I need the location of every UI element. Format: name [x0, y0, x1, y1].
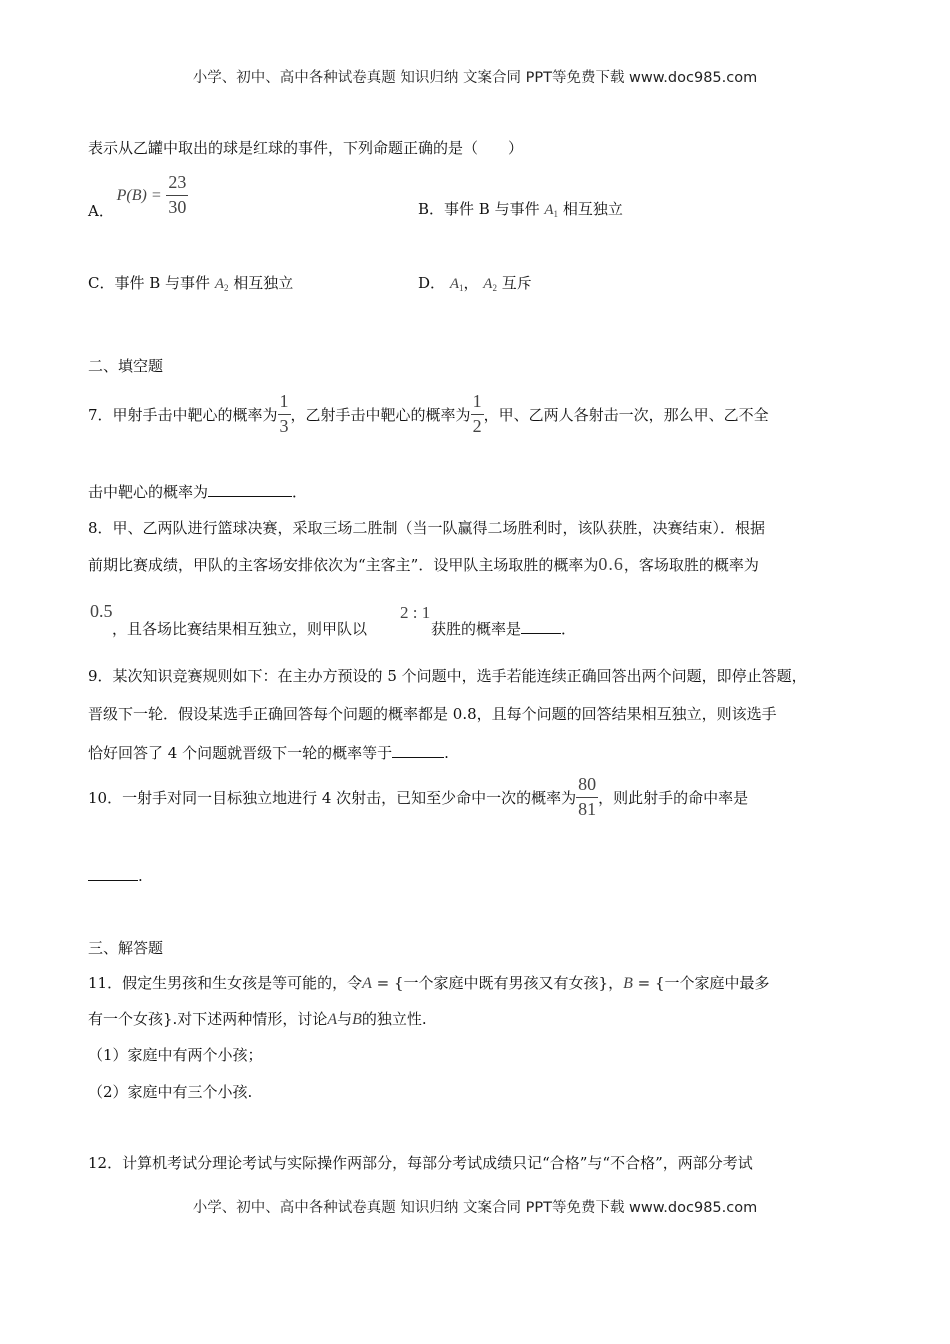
question-11-sub-2: （2）家庭中有三个小孩. [88, 1083, 253, 1101]
q11-line-2-a: A [327, 1011, 338, 1028]
question-8-line-3a: ，且各场比赛结果相互独立，则甲队以 [112, 620, 368, 638]
option-b-symbol [544, 202, 558, 218]
option-d-sym2: A [483, 276, 493, 292]
q10-numerator: 80 [576, 775, 598, 798]
q7-line-2-text: 击中靶心的概率为 [88, 483, 209, 501]
q7-part-1: 7．甲射手击中靶心的概率为 [88, 405, 278, 424]
option-b-label: B．事件 B 与事件 [418, 200, 540, 218]
q10-part-2: ，则此射手的命中率是 [598, 788, 749, 807]
q11-line-2b: 与 [337, 1010, 353, 1028]
q9-line-3-text: 恰好回答了 4 个问题就晋级下一轮的概率等于 [88, 744, 393, 762]
q6-stem: 表示从乙罐中取出的球是红球的事件，下列命题正确的是（ ） [88, 139, 524, 157]
q9-answer-blank[interactable] [392, 743, 444, 758]
q11-line-2a: 有一个女孩}.对下述两种情形，讨论 [88, 1010, 328, 1028]
section-title-fill-in: 二、填空题 [88, 357, 164, 375]
question-7-line-2 [88, 481, 307, 502]
question-12-line-1: 12．计算机考试分理论考试与实际操作两部分，每部分考试成绩只记“合格”与“不合格”，两部分考试 [88, 1154, 753, 1172]
option-c-tail: 相互独立 [233, 274, 294, 292]
q7-part-3: ，甲、乙两人各射击一次，那么甲、乙不全 [483, 405, 769, 424]
question-8-line-3b [431, 618, 576, 639]
page-footer: 小学、初中、高中各种试卷真题 知识归纳 文案合同 PPT等免费下载 www.doc985.com [192, 1200, 758, 1216]
question-8-line-2 [88, 554, 759, 575]
option-b-sym: A [544, 202, 554, 218]
q7-f1-num: 1 [278, 392, 291, 415]
option-d-label: D． [418, 274, 446, 292]
question-11-line-2 [88, 1008, 427, 1029]
q7-fraction-2 [471, 392, 484, 437]
q7-part-2: ，乙射手击中靶心的概率为 [290, 405, 471, 424]
q7-f2-num: 1 [471, 392, 484, 415]
q10-part-1: 10．一射手对同一目标独立地进行 4 次射击，已知至少命中一次的概率为 [88, 788, 577, 807]
q11-symbol-a: A [362, 975, 372, 992]
option-b-tail: 相互独立 [562, 200, 623, 218]
q7-end: ． [292, 483, 308, 501]
q8-away-probability: 0.5 [90, 601, 113, 621]
q7-f1-den: 3 [279, 415, 289, 436]
option-d-symbol-2 [483, 276, 497, 292]
q8-answer-blank[interactable] [521, 619, 561, 634]
question-8-line-1: 8．甲、乙两队进行篮球决赛，采取三场二胜制（当一队赢得二场胜利时，该队获胜，决赛结束）．根据 [88, 519, 766, 537]
option-a-denominator: 30 [168, 197, 187, 217]
q10-end: . [138, 867, 143, 885]
q7-answer-blank[interactable] [208, 482, 292, 497]
q11-symbol-b: B [623, 975, 633, 992]
question-10-line-1 [88, 775, 748, 820]
option-d-symbol-1 [450, 276, 464, 292]
option-a-lhs: P(B) = [116, 186, 162, 204]
option-b-sub: 1 [553, 209, 559, 219]
q11-part-3: = {一个家庭中最多 [632, 974, 770, 992]
option-d-sub2: 2 [492, 283, 497, 293]
option-a-fraction [166, 173, 188, 218]
q11-part-1: 11．假定生男孩和生女孩是等可能的，令 [88, 974, 363, 992]
q10-fraction [576, 775, 598, 820]
q8-ratio: 2 : 1 [400, 603, 431, 622]
q11-line-2c: 的独立性. [361, 1010, 427, 1028]
q7-f2-den: 2 [472, 415, 482, 436]
option-c-sub: 2 [224, 283, 229, 293]
question-7-line-1 [88, 392, 769, 437]
option-a-numerator: 23 [166, 173, 188, 196]
option-c-label: C．事件 B 与事件 [88, 274, 211, 292]
q8-home-probability: 0.6 [598, 554, 624, 574]
q6-option-b [418, 198, 623, 219]
q10-answer-blank[interactable] [88, 866, 138, 881]
section-title-solve: 三、解答题 [88, 939, 164, 957]
q8-line-2b: ，客场取胜的概率为 [623, 556, 759, 574]
option-d-tail: 互斥 [501, 274, 532, 292]
q7-fraction-1 [278, 392, 291, 437]
question-9-line-3 [88, 742, 449, 763]
option-a-label: A． [88, 202, 114, 220]
q8-end: ． [561, 620, 577, 638]
question-11-sub-1: （1）家庭中有两个小孩； [88, 1046, 263, 1064]
question-9-line-2: 晋级下一轮．假设某选手正确回答每个问题的概率都是 0.8，且每个问题的回答结果相互独立，则该选手 [88, 705, 777, 723]
question-11-line-1 [88, 972, 770, 993]
question-9-line-1: 9．某次知识竞赛规则如下：在主办方预设的 5 个问题中，选手若能连续正确回答出两个问题，即停止答题， [88, 667, 807, 685]
q8-line-3b-text: 获胜的概率是 [431, 620, 522, 638]
q9-end: . [444, 744, 449, 762]
q8-line-2a: 前期比赛成绩，甲队的主客场安排依次为“主客主”．设甲队主场取胜的概率为 [88, 556, 599, 574]
option-d-sym1: A [449, 276, 459, 292]
q6-option-a [88, 170, 188, 221]
question-10-line-2 [88, 866, 143, 885]
option-c-symbol [215, 276, 229, 292]
q10-denominator: 81 [578, 798, 597, 819]
page-header: 小学、初中、高中各种试卷真题 知识归纳 文案合同 PPT等免费下载 www.doc985.com [192, 70, 758, 86]
q11-part-2: = {一个家庭中既有男孩又有女孩}， [371, 974, 624, 992]
option-d-sub1: 1 [458, 283, 464, 293]
q11-line-2-b: B [352, 1011, 362, 1028]
q6-option-c [88, 272, 293, 293]
option-c-sym: A [214, 276, 224, 292]
q6-option-d [418, 272, 532, 293]
option-d-separator: ， [463, 274, 479, 292]
